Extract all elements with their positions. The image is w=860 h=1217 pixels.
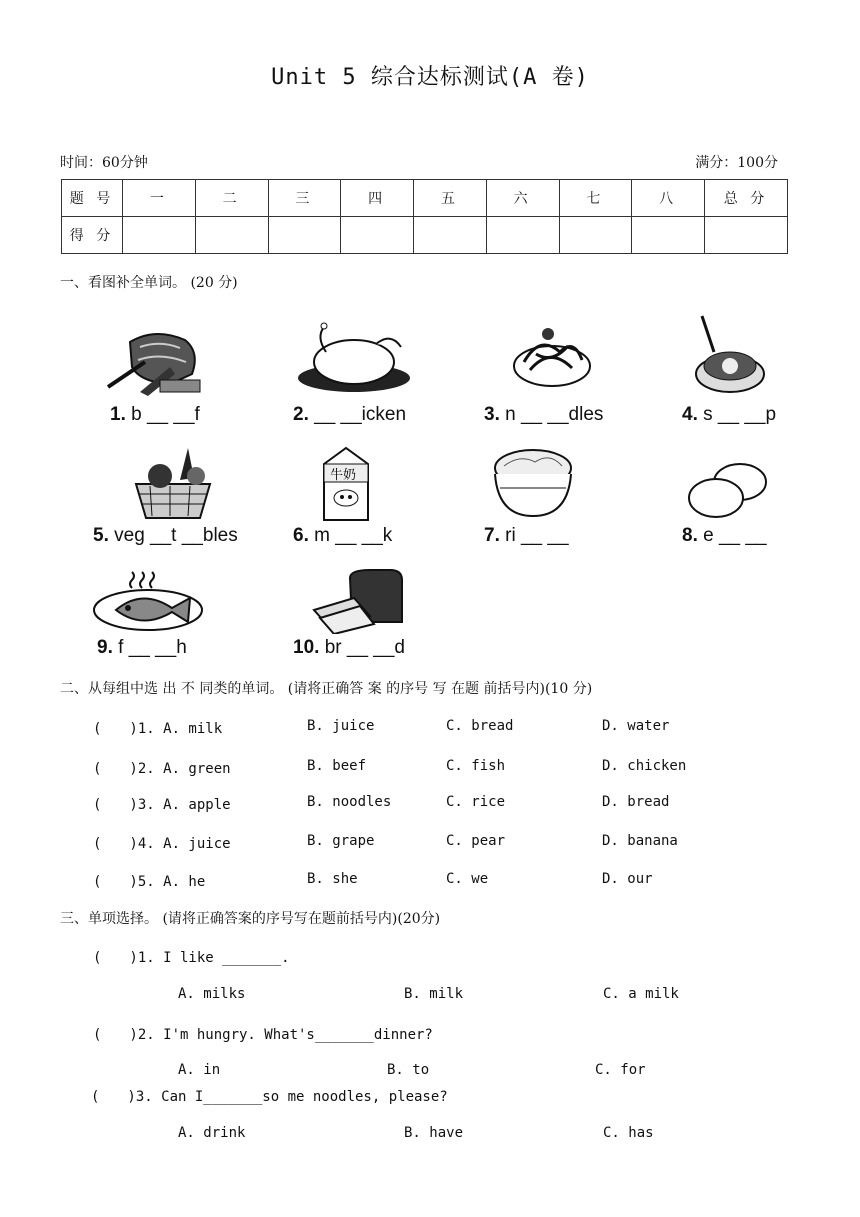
score-input-cell[interactable] (559, 217, 632, 254)
rice-icon (490, 444, 576, 520)
word-blank[interactable]: b __ __f (131, 404, 200, 425)
s2-option-b: B. noodles (307, 794, 392, 810)
s2-question-4[interactable]: ( )4. A. juice (93, 836, 231, 852)
score-input-cell[interactable] (414, 217, 487, 254)
score-input-cell[interactable] (123, 217, 196, 254)
word-blank[interactable]: n __ __dles (505, 404, 604, 425)
s2-option-b: B. she (307, 871, 358, 887)
score-cell: 七 (559, 180, 632, 217)
word-item-1 (110, 404, 200, 426)
s3-option-c: C. a milk (603, 986, 679, 1002)
s2-option-c: C. bread (446, 718, 514, 734)
word-blank[interactable]: br __ __d (324, 637, 405, 658)
word-blank[interactable]: e __ __ (703, 525, 767, 546)
word-item-3 (484, 404, 603, 426)
word-number: 3. (484, 404, 500, 425)
s2-option-d: D. banana (602, 833, 678, 849)
soup-icon (692, 312, 770, 394)
score-input-cell[interactable] (268, 217, 341, 254)
score-cell: 得 分 (62, 217, 123, 254)
s2-option-d: D. our (602, 871, 653, 887)
s2-option-b: B. beef (307, 758, 367, 774)
word-blank[interactable]: m __ __k (314, 525, 393, 546)
word-number: 2. (293, 404, 309, 425)
word-item-9 (97, 637, 187, 659)
word-number: 5. (93, 525, 109, 546)
score-table (61, 179, 788, 254)
score-input-cell[interactable] (341, 217, 414, 254)
s2-option-c: C. rice (446, 794, 506, 810)
score-cell: 四 (341, 180, 414, 217)
s2-option-d: D. bread (602, 794, 670, 810)
section3-heading: 三、单项选择。 (请将正确答案的序号写在题前括号内)(20分) (60, 911, 441, 927)
score-input-cell[interactable] (705, 217, 788, 254)
word-number: 1. (110, 404, 126, 425)
fish-icon (92, 570, 204, 632)
word-item-10 (293, 637, 405, 659)
word-blank[interactable]: s __ __p (703, 404, 777, 425)
s2-question-3[interactable]: ( )3. A. apple (93, 797, 231, 813)
s2-option-d: D. water (602, 718, 670, 734)
score-table-header-row (62, 180, 788, 217)
noodles-icon (510, 324, 594, 390)
word-blank[interactable]: f __ __h (118, 637, 187, 658)
word-item-5 (93, 525, 238, 547)
s3-option-c: C. for (595, 1062, 646, 1078)
s3-option-b: B. have (404, 1125, 464, 1141)
milk-carton-label: 牛奶 (330, 468, 357, 483)
section2-heading: 二、从每组中选 出 不 同类的单词。 (请将正确答 案 的序号 写 在题 前括号内)(10 分) (60, 681, 593, 697)
s3-option-b: B. milk (404, 986, 464, 1002)
full-score: 满分：100分 (695, 155, 778, 171)
score-cell: 一 (123, 180, 196, 217)
s2-question-5[interactable]: ( )5. A. he (93, 874, 206, 890)
word-number: 6. (293, 525, 309, 546)
word-number: 9. (97, 637, 113, 658)
word-blank[interactable]: veg __t __bles (114, 525, 238, 546)
word-blank[interactable]: ri __ __ (505, 525, 569, 546)
chicken-icon (296, 322, 412, 394)
s3-question-1[interactable]: ( )1. I like _______. (93, 950, 290, 966)
score-cell: 题 号 (62, 180, 123, 217)
score-cell: 八 (632, 180, 705, 217)
score-cell: 总 分 (705, 180, 788, 217)
word-number: 8. (682, 525, 698, 546)
score-cell: 六 (486, 180, 559, 217)
bread-icon (310, 568, 404, 634)
score-cell: 二 (195, 180, 268, 217)
s2-option-d: D. chicken (602, 758, 687, 774)
word-item-6 (293, 525, 392, 547)
s2-option-c: C. pear (446, 833, 506, 849)
s3-option-a: A. in (178, 1062, 221, 1078)
section1-heading: 一、看图补全单词。 (20 分) (60, 275, 238, 291)
score-input-cell[interactable] (486, 217, 559, 254)
s3-question-2[interactable]: ( )2. I'm hungry. What's_______dinner? (93, 1027, 433, 1043)
time-limit: 时间：60分钟 (60, 155, 148, 171)
s2-option-b: B. grape (307, 833, 375, 849)
word-blank[interactable]: __ __icken (314, 404, 407, 425)
s3-option-a: A. milks (178, 986, 246, 1002)
s3-question-3[interactable]: ( )3. Can I_______so me noodles, please? (91, 1089, 448, 1105)
word-number: 4. (682, 404, 698, 425)
egg-icon (686, 460, 770, 520)
s2-option-b: B. juice (307, 718, 375, 734)
score-input-cell[interactable] (195, 217, 268, 254)
s2-question-1[interactable]: ( )1. A. milk (93, 721, 223, 737)
word-item-4 (682, 404, 776, 426)
milk-icon (318, 444, 374, 522)
s2-option-c: C. we (446, 871, 489, 887)
word-item-2 (293, 404, 406, 426)
s3-option-b: B. to (387, 1062, 430, 1078)
beef-icon (100, 322, 210, 402)
score-table-score-row (62, 217, 788, 254)
score-cell: 五 (414, 180, 487, 217)
word-item-8 (682, 525, 767, 547)
score-input-cell[interactable] (632, 217, 705, 254)
s2-option-c: C. fish (446, 758, 506, 774)
score-cell: 三 (268, 180, 341, 217)
s2-question-2[interactable]: ( )2. A. green (93, 761, 231, 777)
word-number: 10. (293, 637, 320, 658)
word-item-7 (484, 525, 569, 547)
vegetables-icon (130, 444, 216, 522)
word-number: 7. (484, 525, 500, 546)
s3-option-a: A. drink (178, 1125, 246, 1141)
s3-option-c: C. has (603, 1125, 654, 1141)
page-title: Unit 5 综合达标测试(A 卷) (271, 65, 589, 90)
